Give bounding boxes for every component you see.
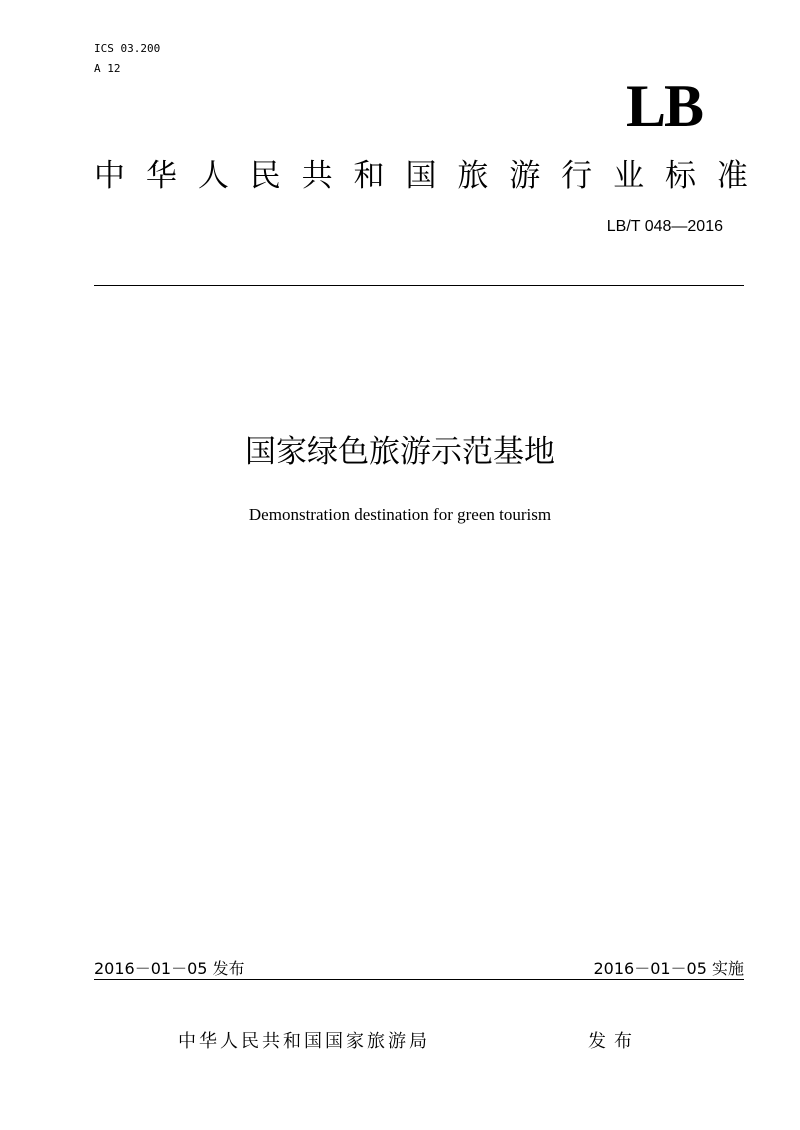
title-char: 人 [197, 158, 229, 194]
title-char: 中 [94, 158, 125, 194]
title-char: 国 [405, 158, 437, 194]
classification-codes [94, 39, 160, 79]
implementation-date: 2016－01－05 实施 [593, 959, 744, 978]
standard-category-title [94, 154, 748, 198]
document-title-en: Demonstration destination for green tourism [248, 505, 552, 524]
issue-date: 2016－01－05 发布 [94, 959, 245, 978]
issuing-authority: 中华人民共和国国家旅游局 [178, 1031, 430, 1052]
document-title-zh: 国家绿色旅游示范基地 [245, 434, 555, 470]
ccs-code: A 12 [94, 62, 121, 75]
issue-label: 发布 [588, 1031, 640, 1052]
title-char: 旅 [457, 158, 489, 194]
title-char: 行 [561, 158, 593, 194]
standard-number: LB/T 048—2016 [606, 218, 723, 235]
title-char: 民 [249, 158, 281, 194]
lb-logo: LB [625, 73, 702, 139]
title-char: 和 [353, 158, 385, 194]
title-char: 华 [145, 158, 177, 194]
title-char: 共 [301, 158, 333, 194]
title-char: 准 [716, 158, 748, 194]
title-char: 游 [509, 158, 541, 194]
title-char: 业 [613, 158, 645, 194]
title-char: 标 [664, 158, 696, 194]
ics-code: ICS 03.200 [94, 42, 161, 55]
header-divider [94, 285, 744, 286]
footer-divider [94, 979, 744, 980]
